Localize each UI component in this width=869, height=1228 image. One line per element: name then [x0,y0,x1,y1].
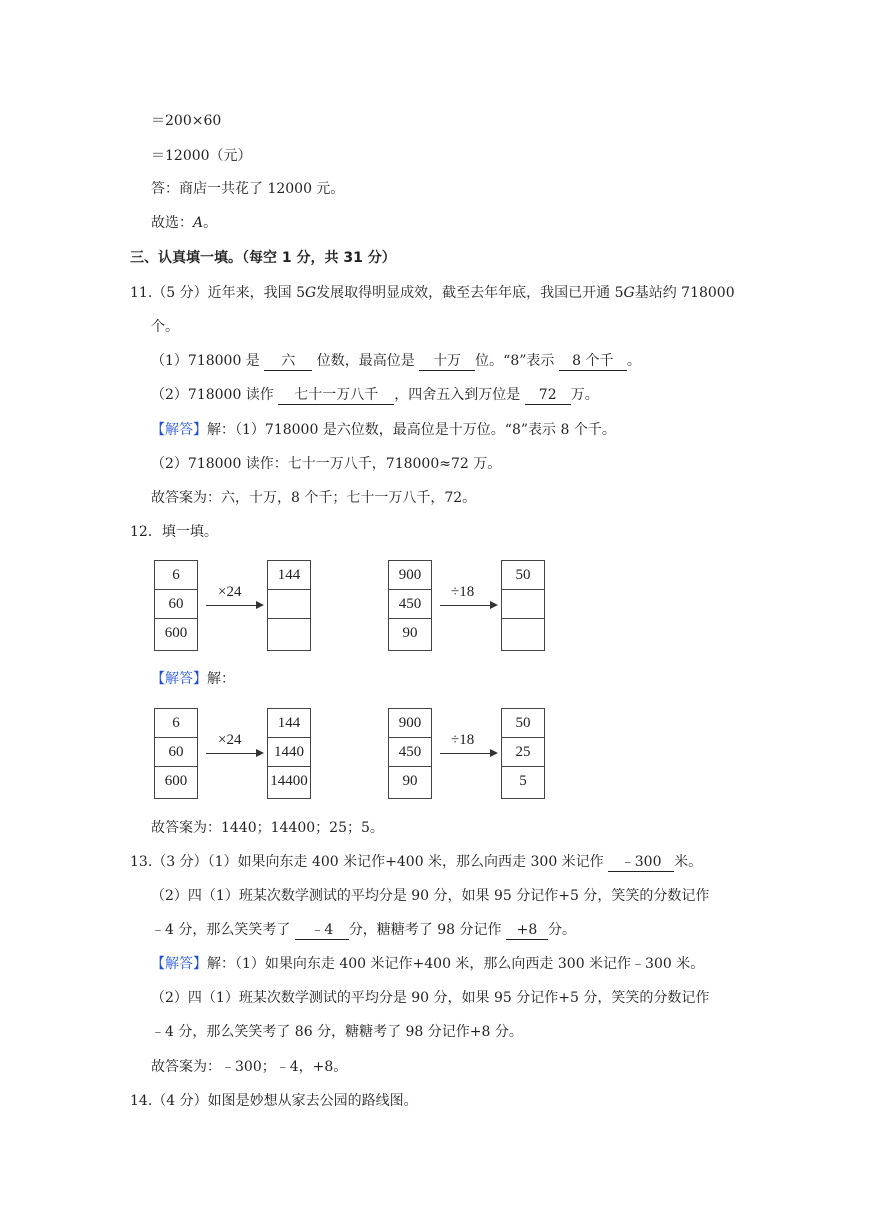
q12-solution-left-operator: ×24 [218,732,242,748]
table-cell: 50 [502,561,544,590]
q11-blank-4: 七十一万八千 [278,386,394,405]
q12-right-input-column [388,560,432,651]
solution-tag: 【解答】 [151,671,207,687]
table-cell [502,590,544,619]
q11-part2: （2）718000 读作 七十一万八千 ，四舍五入到万位是 72 万。 [151,387,599,403]
table-cell: 14400 [270,773,308,789]
q12-solution-right-output-column [501,708,545,799]
table-cell [502,619,544,648]
table-cell: 60 [155,738,197,767]
q13-stem: 13.（3 分）（1）如果向东走 400 米记作+400 米，那么向西走 300 米记作 ﹣300 米。 [130,854,703,870]
q11-blank-3: 8 个千 [559,352,627,371]
q11-solution-1: 【解答】解：（1）718000 是六位数，最高位是十万位。“8”表示 8 个千。 [151,422,616,438]
answer-line: 答：商店一共花了 12000 元。 [151,181,345,197]
q12-left-input-column [154,560,198,651]
q12-left-operator: ×24 [218,584,242,600]
q12-solution-right-operator: ÷18 [451,732,475,748]
q11-part1: （1）718000 是 六 位数，最高位是 十万 位。“8”表示 8 个千 。 [151,353,641,369]
q13-solution-2-line1: （2）四（1）班某次数学测试的平均分是 90 分，如果 95 分记作+5 分，笑笑的分数记作 [151,990,710,1006]
right-arrow-icon [440,605,496,606]
q13-solution-1: 【解答】解：（1）如果向东走 400 米记作+400 米，那么向西走 300 米记作﹣300 米。 [151,956,705,972]
q12-left-output-column [267,560,311,651]
q12-solution-left-output-column [267,708,311,799]
table-cell: 6 [155,561,197,590]
table-cell: 1440 [268,738,310,767]
q11-answer: 故答案为：六，十万，8 个千；七十一万八千，72。 [151,490,477,506]
table-cell: 450 [389,738,431,767]
solution-tag: 【解答】 [151,422,207,438]
table-cell: 6 [155,709,197,738]
table-cell: 50 [502,709,544,738]
table-cell [268,619,310,648]
section-heading: 三、认真填一填。（每空 1 分，共 31 分） [130,250,396,266]
q12-solution-right-input-column [388,708,432,799]
table-cell: 60 [155,590,197,619]
table-cell: 90 [402,773,418,789]
q13-answer: 故答案为：﹣300；﹣4，+8。 [151,1059,348,1075]
q11-blank-5: 72 [525,386,571,405]
table-cell: 144 [268,709,310,738]
q12-right-operator: ÷18 [451,584,475,600]
q11-solution-2: （2）718000 读作：七十一万八千，718000≈72 万。 [151,456,502,472]
q13-blank-3: +8 [506,921,548,940]
solution-tag: 【解答】 [151,956,207,972]
q14-stem: 14.（4 分）如图是妙想从家去公园的路线图。 [130,1093,418,1109]
table-cell: 600 [164,625,188,641]
q12-answer: 故答案为：1440；14400；25；5。 [151,820,384,836]
q13-part2-line1: （2）四（1）班某次数学测试的平均分是 90 分，如果 95 分记作+5 分，笑笑的分数记作 [151,888,710,904]
calc-line-1: ＝200×60 [151,113,222,129]
right-arrow-icon [440,753,496,754]
q11-blank-2: 十万 [419,352,475,371]
q13-solution-2-line2: ﹣4 分，那么笑笑考了 86 分，糖糖考了 98 分记作+8 分。 [151,1024,523,1040]
table-cell [268,590,310,619]
q13-blank-1: ﹣300 [608,853,674,872]
choice-line: 故选：A。 [151,215,218,231]
q11-blank-1: 六 [264,352,312,371]
q11-stem-line2: 个。 [151,319,179,335]
q12-solution-left-input-column [154,708,198,799]
table-cell: 5 [519,773,527,789]
table-cell: 90 [402,625,418,641]
table-cell: 600 [164,773,188,789]
table-cell: 900 [389,709,431,738]
table-cell: 900 [389,561,431,590]
q12-stem: 12．填一填。 [130,524,218,540]
table-cell: 25 [502,738,544,767]
q11-stem: 11.（5 分）近年来，我国 5G发展取得明显成效，截至去年年底，我国已开通 5G基站约 718000 [130,285,735,301]
q12-solution: 【解答】解： [151,671,235,687]
right-arrow-icon [206,753,262,754]
table-cell: 450 [389,590,431,619]
q12-right-output-column [501,560,545,651]
q13-part2-line2: ﹣4 分，那么笑笑考了 ﹣4 分，糖糖考了 98 分记作 +8 分。 [151,922,576,938]
right-arrow-icon [206,605,262,606]
calc-line-2: ＝12000（元） [151,148,252,164]
q13-blank-2: ﹣4 [295,921,349,940]
table-cell: 144 [268,561,310,590]
